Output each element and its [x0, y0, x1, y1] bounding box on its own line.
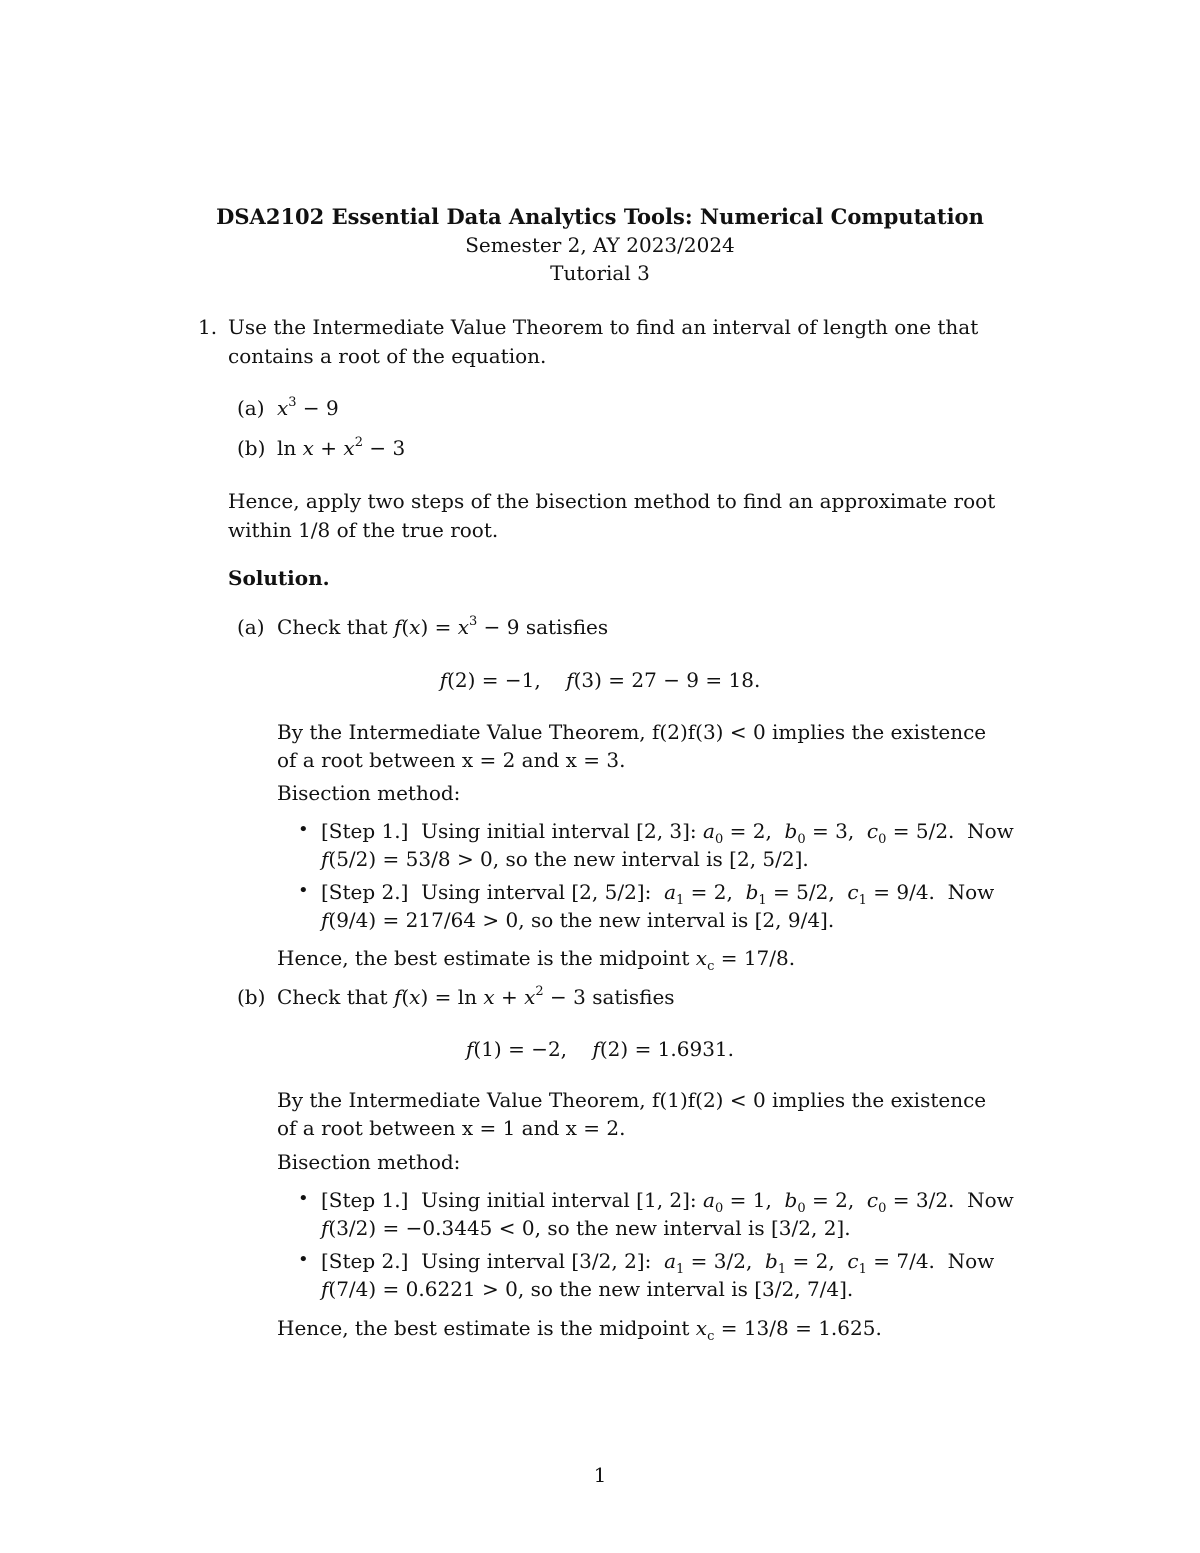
bullet-icon: • [298, 1188, 309, 1209]
question-hence-line1: Hence, apply two steps of the bisection method to find an approximate root [228, 489, 996, 513]
question-text-line1: Use the Intermediate Value Theorem to find an interval of length one that [228, 315, 979, 339]
solution-b-step2-line1: [Step 2.] Using interval [3/2, 2]: $a_1 = 3/2$, $b_1 = 2$, $c_1 = 7/4$. Now [321, 1249, 995, 1277]
solution-b-step1-line2: f(3/2) = −0.3445 < 0, so the new interval is [3/2, 2]. [321, 1216, 851, 1240]
question-part-a-label: (a) [237, 396, 265, 420]
document-title: DSA2102 Essential Data Analytics Tools: Numerical Computation [216, 204, 984, 229]
solution-b-values: f(1) = −2, f(2) = 1.6931. [465, 1037, 735, 1061]
solution-b-check: Check that $f(x) = \ln x + x^2 - 3$ satisfies [277, 984, 675, 1009]
question-part-a-equation: $x^3 - 9$ [277, 395, 339, 420]
solution-a-estimate: Hence, the best estimate is the midpoint $x_c = 17/8$. [277, 946, 796, 974]
solution-a-step2-line1: [Step 2.] Using interval [2, 5/2]: $a_1 = 2$, $b_1 = 5/2$, $c_1 = 9/4$. Now [321, 880, 995, 908]
solution-b-label: (b) [237, 985, 266, 1009]
solution-b-estimate: Hence, the best estimate is the midpoint $x_c = 13/8 = 1.625$. [277, 1316, 882, 1344]
bullet-icon: • [298, 819, 309, 840]
semester-line: Semester 2, AY 2023/2024 [465, 233, 735, 257]
bullet-icon: • [298, 880, 309, 901]
question-hence-line2: within 1/8 of the true root. [228, 518, 499, 542]
solution-b-ivt-line2: of a root between x = 1 and x = 2. [277, 1116, 626, 1140]
solution-b-ivt-line1: By the Intermediate Value Theorem, f(1)f(2) < 0 implies the existence [277, 1088, 987, 1112]
solution-heading: Solution. [228, 566, 330, 590]
solution-b-step1-line1: [Step 1.] Using initial interval [1, 2]: $a_0 = 1$, $b_0 = 2$, $c_0 = 3/2$. Now [321, 1188, 1014, 1216]
question-number: 1. [198, 315, 218, 339]
tutorial-line: Tutorial 3 [550, 261, 650, 285]
solution-a-check: Check that $f(x) = x^3 - 9$ satisfies [277, 614, 609, 639]
solution-a-ivt-line2: of a root between x = 2 and x = 3. [277, 748, 626, 772]
question-part-b-label: (b) [237, 436, 266, 460]
bullet-icon: • [298, 1249, 309, 1270]
solution-a-values: f(2) = −1, f(3) = 27 − 9 = 18. [439, 668, 761, 692]
solution-a-step1-line2: f(5/2) = 53/8 > 0, so the new interval is [2, 5/2]. [321, 847, 809, 871]
solution-a-bisection-heading: Bisection method: [277, 781, 461, 805]
solution-a-label: (a) [237, 615, 265, 639]
solution-b-step2-line2: f(7/4) = 0.6221 > 0, so the new interval is [3/2, 7/4]. [321, 1277, 854, 1301]
question-text-line2: contains a root of the equation. [228, 344, 547, 368]
question-part-b-equation: $\ln x + x^2 - 3$ [277, 435, 406, 460]
solution-a-step1-line1: [Step 1.] Using initial interval [2, 3]: $a_0 = 2$, $b_0 = 3$, $c_0 = 5/2$. Now [321, 819, 1014, 847]
solution-a-ivt-line1: By the Intermediate Value Theorem, f(2)f(3) < 0 implies the existence [277, 720, 987, 744]
solution-b-bisection-heading: Bisection method: [277, 1150, 461, 1174]
solution-a-step2-line2: f(9/4) = 217/64 > 0, so the new interval is [2, 9/4]. [321, 908, 835, 932]
page-number: 1 [593, 1463, 607, 1487]
